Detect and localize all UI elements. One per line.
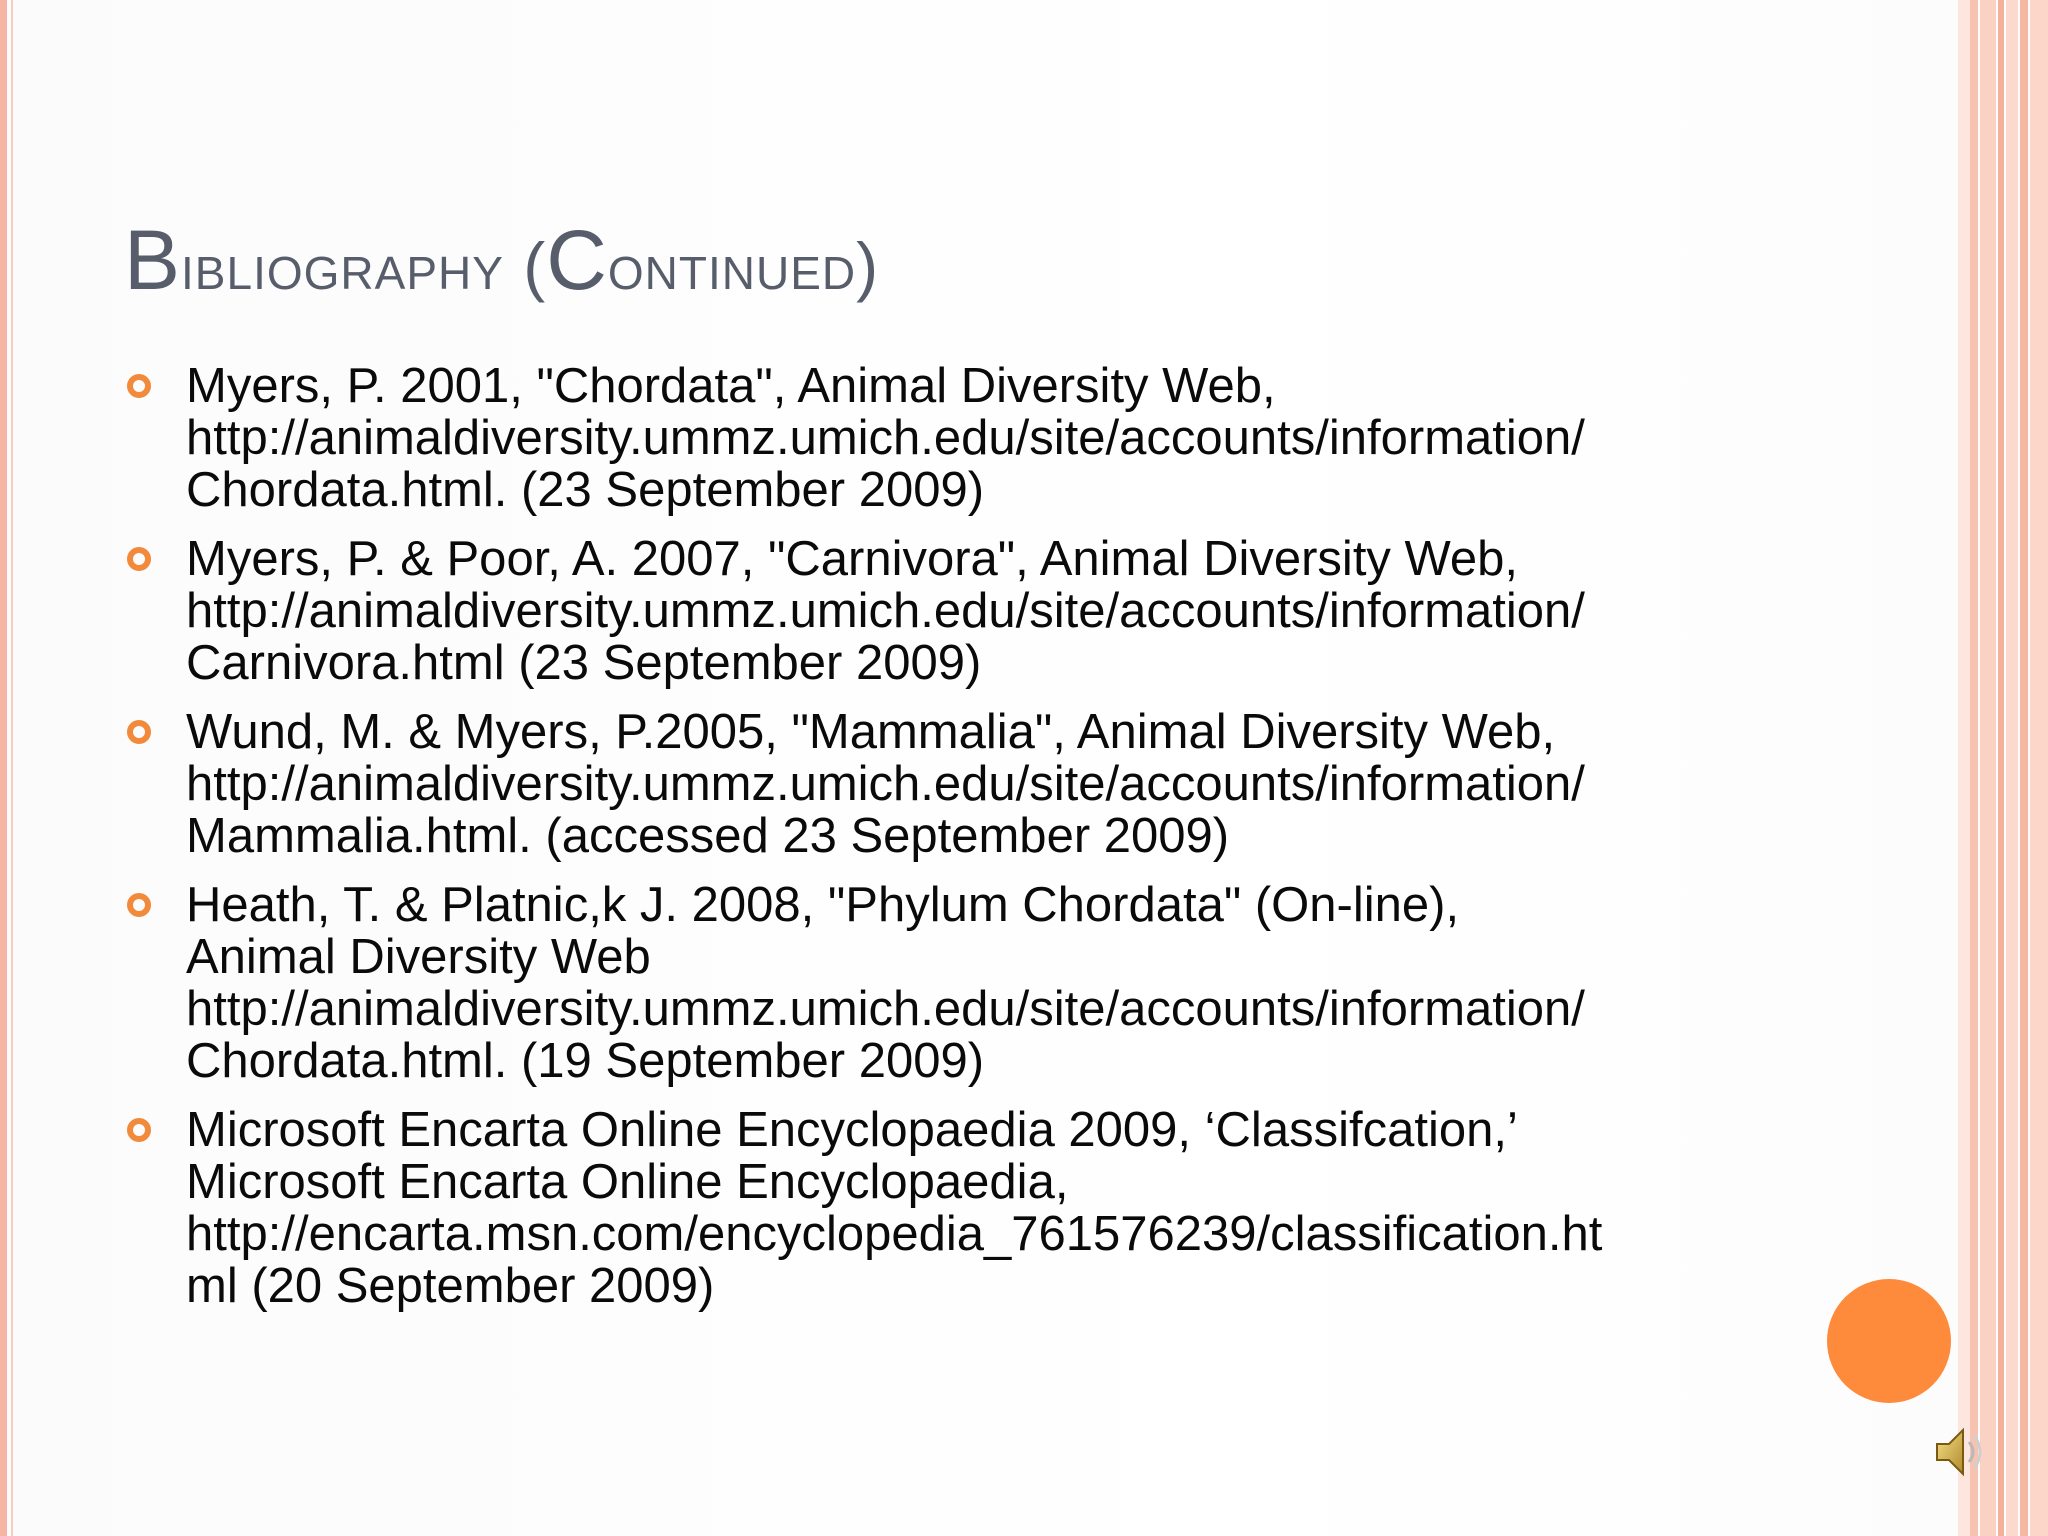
left-border bbox=[0, 0, 7, 1536]
reference-line: Mammalia.html. (accessed 23 September 2009) bbox=[186, 809, 1230, 863]
reference-line: Microsoft Encarta Online Encyclopaedia, bbox=[186, 1155, 1069, 1209]
speaker-icon[interactable] bbox=[1933, 1422, 1989, 1482]
reference-line: http://encarta.msn.com/encyclopedia_761576239/classification.ht bbox=[186, 1207, 1603, 1261]
reference-line: Heath, T. & Platnic,k J. 2008, "Phylum Chordata" (On-line), bbox=[186, 878, 1460, 932]
reference-line: Chordata.html. (23 September 2009) bbox=[186, 463, 985, 517]
slide-title: Bibliography (Continued) bbox=[124, 213, 880, 307]
reference-list bbox=[124, 360, 1764, 1329]
circle-bullet-icon bbox=[127, 374, 151, 398]
reference-line: Myers, P. & Poor, A. 2007, "Carnivora", Animal Diversity Web, bbox=[186, 532, 1519, 586]
reference-line: Chordata.html. (19 September 2009) bbox=[186, 1034, 985, 1088]
reference-line: Microsoft Encarta Online Encyclopaedia 2009, ‘Classifcation,’ bbox=[186, 1103, 1518, 1157]
left-border-inner bbox=[11, 0, 13, 1536]
reference-line: Animal Diversity Web bbox=[186, 930, 651, 984]
reference-line: Wund, M. & Myers, P.2005, "Mammalia", Animal Diversity Web, bbox=[186, 705, 1556, 759]
reference-line: ml (20 September 2009) bbox=[186, 1259, 715, 1313]
reference-item bbox=[124, 1104, 1764, 1312]
reference-line: Myers, P. 2001, "Chordata", Animal Diversity Web, bbox=[186, 359, 1276, 413]
circle-bullet-icon bbox=[127, 720, 151, 744]
reference-item bbox=[124, 533, 1764, 689]
reference-item bbox=[124, 706, 1764, 862]
reference-line: Carnivora.html (23 September 2009) bbox=[186, 636, 982, 690]
circle-bullet-icon bbox=[127, 547, 151, 571]
reference-line: http://animaldiversity.ummz.umich.edu/site/accounts/information/ bbox=[186, 584, 1585, 638]
reference-line: http://animaldiversity.ummz.umich.edu/site/accounts/information/ bbox=[186, 411, 1585, 465]
reference-line: http://animaldiversity.ummz.umich.edu/site/accounts/information/ bbox=[186, 757, 1585, 811]
decorative-orange-circle bbox=[1827, 1279, 1951, 1403]
reference-item bbox=[124, 879, 1764, 1087]
reference-item bbox=[124, 360, 1764, 516]
right-stripes bbox=[1958, 0, 2048, 1536]
circle-bullet-icon bbox=[127, 1118, 151, 1142]
reference-line: http://animaldiversity.ummz.umich.edu/site/accounts/information/ bbox=[186, 982, 1585, 1036]
circle-bullet-icon bbox=[127, 893, 151, 917]
